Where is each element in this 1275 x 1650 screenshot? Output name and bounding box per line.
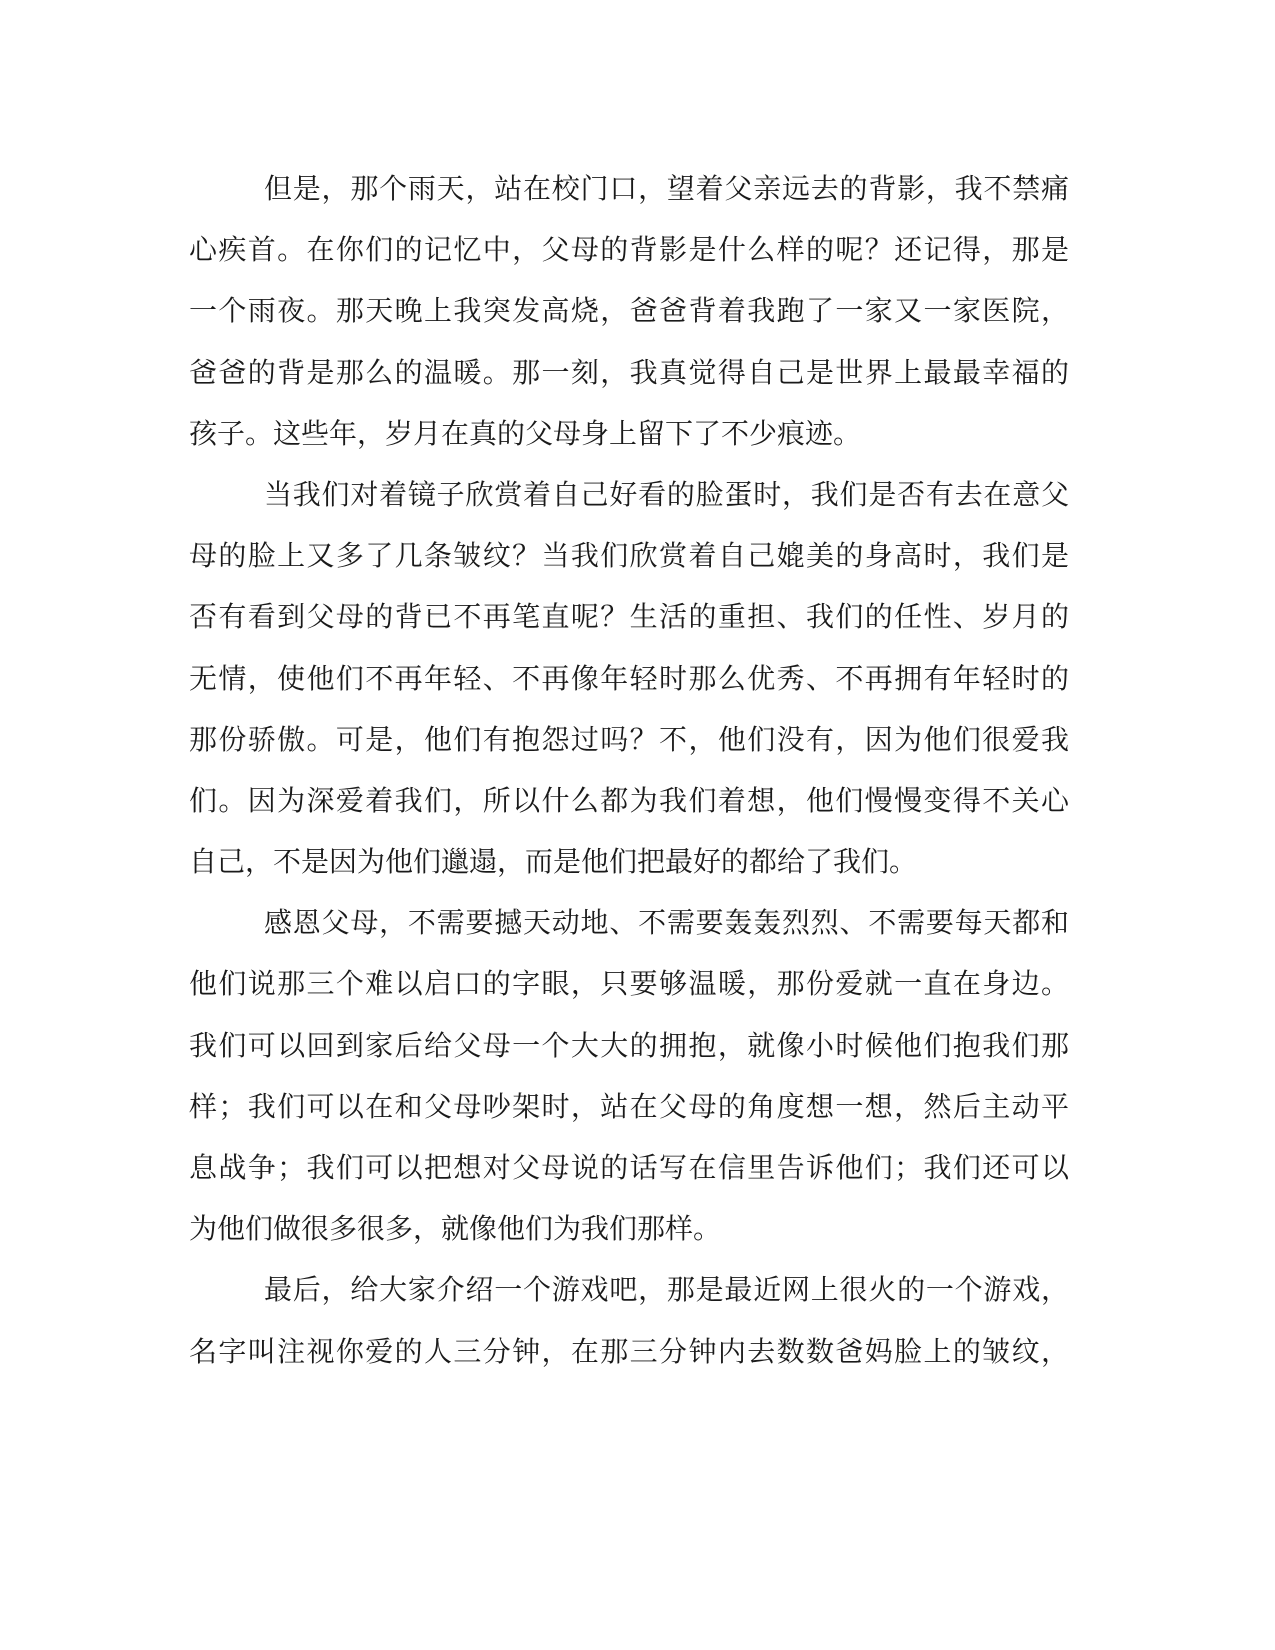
- paragraph-1-line-3: 一个雨夜。那天晚上我突发高烧，爸爸背着我跑了一家又一家医院，: [189, 294, 1069, 328]
- paragraph-2-line-4: 无情，使他们不再年轻、不再像年轻时那么优秀、不再拥有年轻时的: [189, 661, 1069, 695]
- paragraph-4-line-1: 最后，给大家介绍一个游戏吧，那是最近网上很火的一个游戏，: [264, 1273, 1069, 1307]
- paragraph-2-line-5: 那份骄傲。可是，他们有抱怨过吗？不，他们没有，因为他们很爱我: [189, 722, 1069, 756]
- paragraph-2-line-1: 当我们对着镜子欣赏着自己好看的脸蛋时，我们是否有去在意父: [264, 477, 1069, 511]
- paragraph-2-line-6: 们。因为深爱着我们，所以什么都为我们着想，他们慢慢变得不关心: [189, 783, 1069, 817]
- essay-body: [189, 158, 1069, 1382]
- paragraph-4-line-2: 名字叫注视你爱的人三分钟，在那三分钟内去数数爸妈脸上的皱纹，: [189, 1334, 1069, 1368]
- paragraph-3-line-3: 我们可以回到家后给父母一个大大的拥抱，就像小时候他们抱我们那: [189, 1028, 1069, 1062]
- paragraph-3-line-4: 样；我们可以在和父母吵架时，站在父母的角度想一想，然后主动平: [189, 1089, 1069, 1123]
- paragraph-3-line-5: 息战争；我们可以把想对父母说的话写在信里告诉他们；我们还可以: [189, 1151, 1069, 1184]
- paragraph-3-line-1: 感恩父母，不需要撼天动地、不需要轰轰烈烈、不需要每天都和: [264, 906, 1069, 940]
- paragraph-1-line-4: 爸爸的背是那么的温暖。那一刻，我真觉得自己是世界上最最幸福的: [189, 355, 1069, 389]
- paragraph-1-line-5: 孩子。这些年，岁月在真的父母身上留下了不少痕迹。: [189, 416, 862, 450]
- paragraph-1-line-2: 心疾首。在你们的记忆中，父母的背影是什么样的呢？还记得，那是: [189, 233, 1069, 267]
- paragraph-2-line-3: 否有看到父母的背已不再笔直呢？生活的重担、我们的任性、岁月的: [189, 600, 1069, 634]
- paragraph-3-line-2: 他们说那三个难以启口的字眼，只要够温暖，那份爱就一直在身边。: [189, 967, 1069, 1001]
- paragraph-3-line-6: 为他们做很多很多，就像他们为我们那样。: [189, 1212, 722, 1246]
- paragraph-1-line-1: 但是，那个雨天，站在校门口，望着父亲远去的背影，我不禁痛: [264, 172, 1069, 205]
- paragraph-2-line-7: 自己，不是因为他们邋遢，而是他们把最好的都给了我们。: [189, 845, 918, 879]
- paragraph-2-line-2: 母的脸上又多了几条皱纹？当我们欣赏着自己媲美的身高时，我们是: [189, 539, 1069, 573]
